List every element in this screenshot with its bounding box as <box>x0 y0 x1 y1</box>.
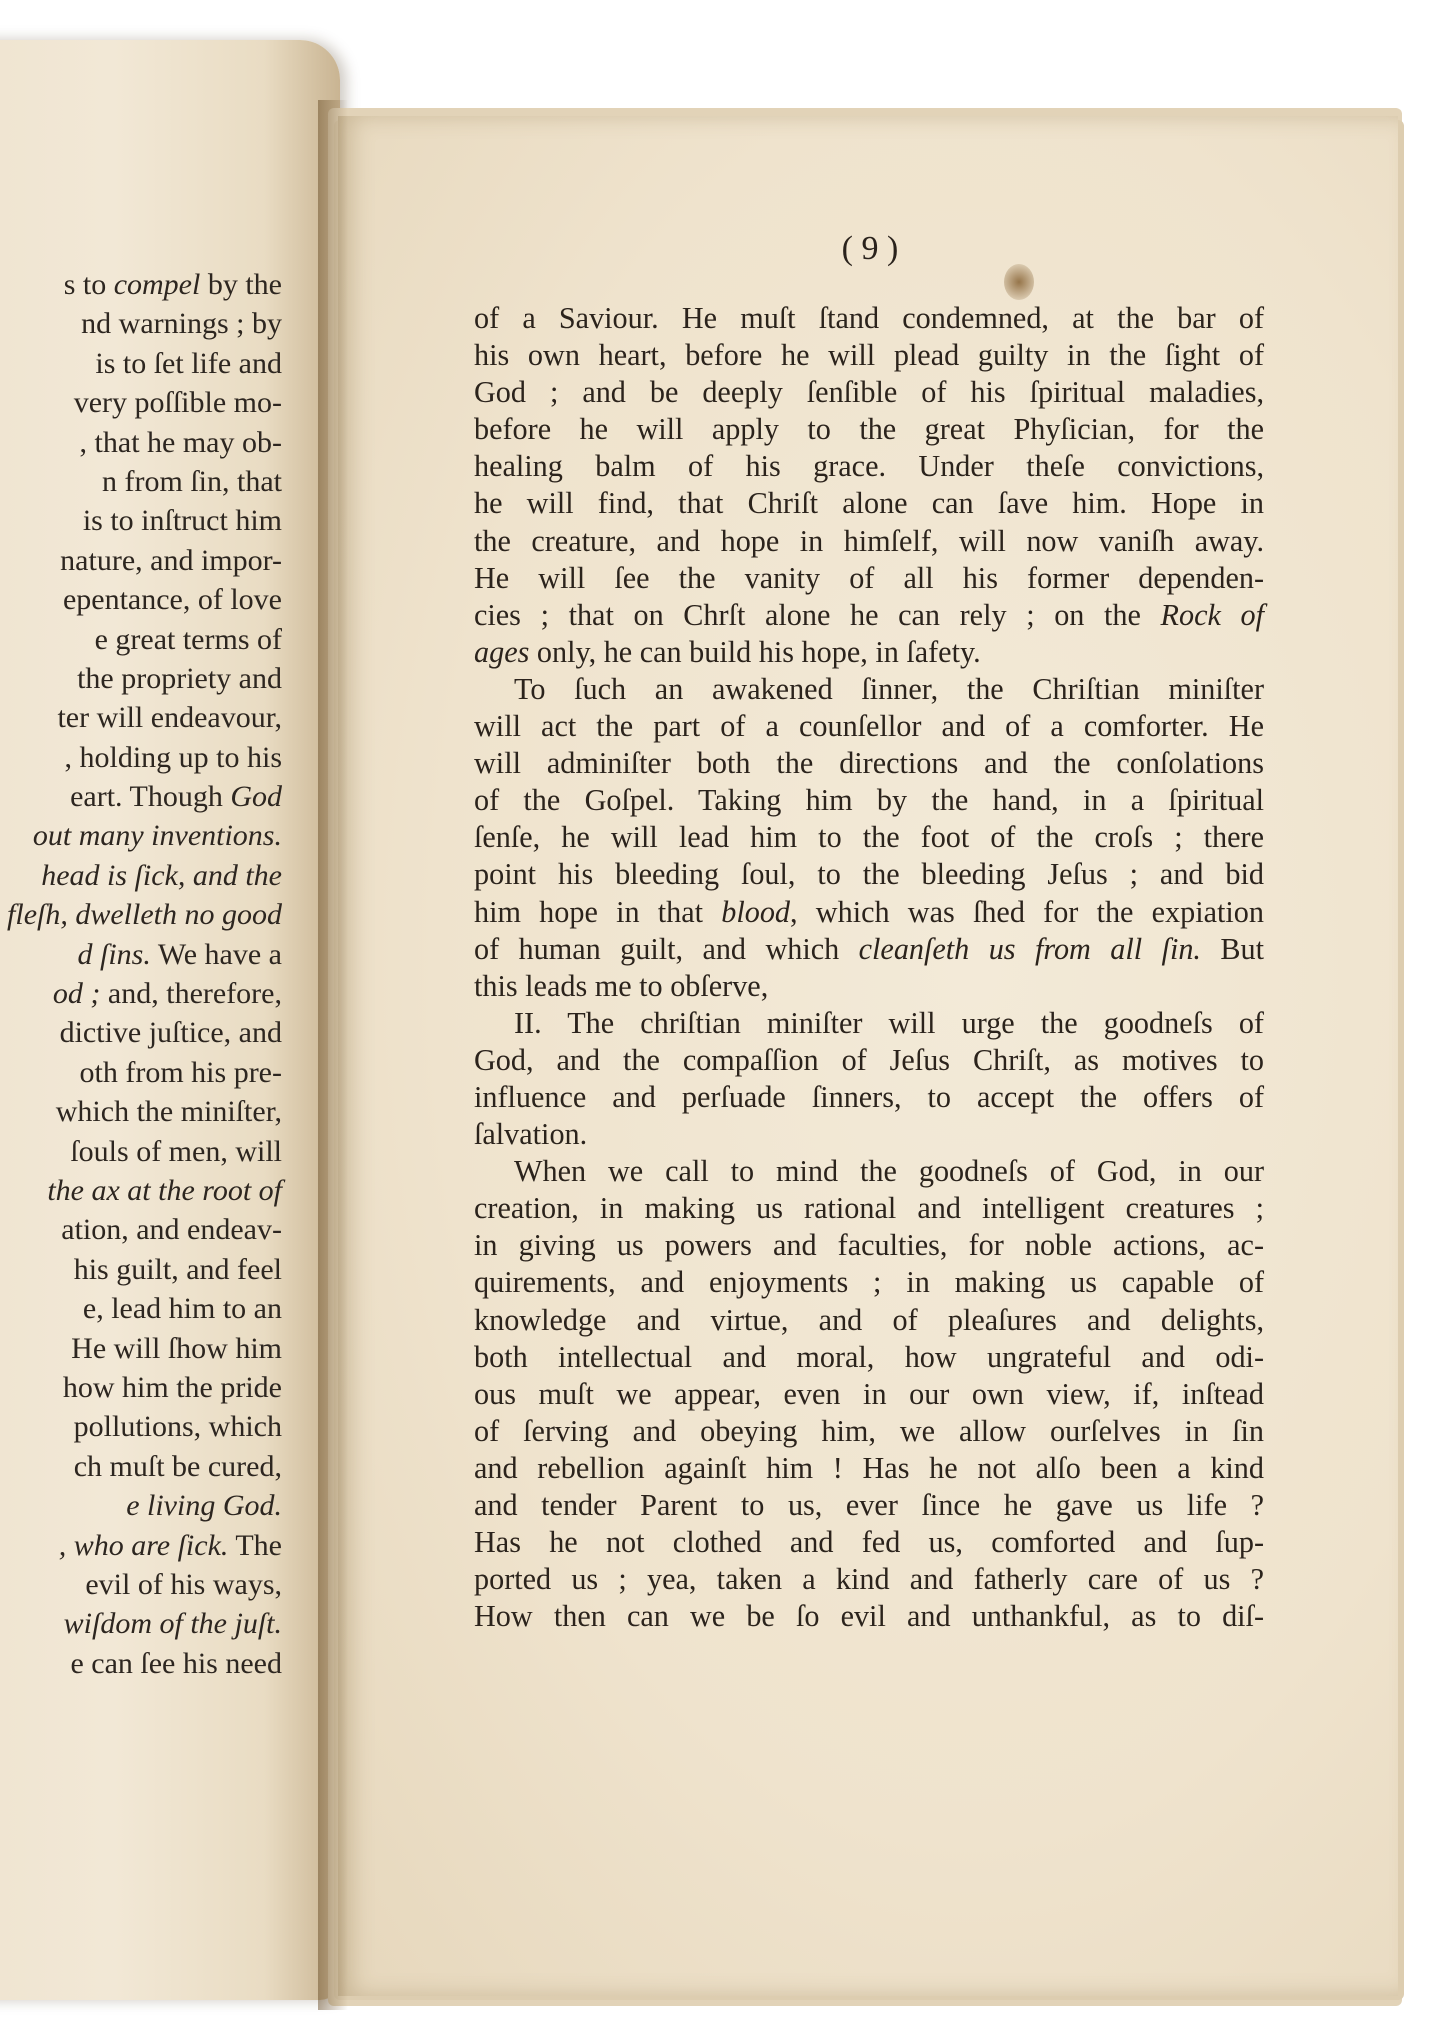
text-run: only, he can build his hope, in ſafety. <box>529 634 981 669</box>
text-line: e can ſee his need <box>70 1646 282 1680</box>
text-line: oth from his pre- <box>79 1055 282 1089</box>
text-line <box>0 816 282 855</box>
text-line: which the miniſter, <box>55 1095 282 1129</box>
text-line: epentance, of love <box>62 583 282 617</box>
text-line: evil of his ways, <box>85 1567 282 1601</box>
text-line: ported us ; yea, taken a kind and fatherly care of us ? <box>474 1562 1264 1597</box>
text-line: He will ſhow him <box>71 1331 282 1365</box>
text-line: When we call to mind the goodneſs of God, in our <box>514 1154 1264 1189</box>
italic-text-run: , who are ſick. <box>58 1528 229 1562</box>
text-line: ation, and endeav- <box>61 1213 282 1247</box>
text-line: pollutions, which <box>73 1410 282 1444</box>
text-line: , holding up to his <box>64 740 282 774</box>
text-line <box>474 894 1264 931</box>
text-line: and rebellion againſt him ! Has he not alſo been a kind <box>474 1450 1264 1485</box>
italic-text-run: cleanſeth us from all ſin. <box>858 931 1201 966</box>
text-run: , which was ſhed for the expiation <box>790 894 1264 929</box>
italic-text-run: wiſdom of the juſt. <box>63 1607 282 1641</box>
italic-text-run: out many inventions. <box>32 819 282 853</box>
text-line <box>474 931 1264 968</box>
text-line: nature, and impor- <box>60 543 282 577</box>
text-line <box>0 1486 282 1525</box>
text-line <box>0 777 282 816</box>
text-run: eart. Though <box>70 780 231 814</box>
text-line: ſenſe, he will lead him to the foot of the croſs ; there <box>474 820 1264 855</box>
text-line: God ; and be deeply ſenſible of his ſpiritual maladies, <box>474 375 1264 410</box>
text-line: To ſuch an awakened ſinner, the Chriſtian miniſter <box>514 671 1264 706</box>
text-line: very poſſible mo- <box>73 386 282 420</box>
text-line: how him the pride <box>62 1370 282 1404</box>
text-line <box>0 856 282 895</box>
text-line: ſalvation. <box>474 1117 588 1152</box>
text-line: is to inſtruct him <box>82 504 282 538</box>
book-gutter-shadow <box>318 100 348 2010</box>
text-line: point his bleeding ſoul, to the bleeding Jeſus ; and bid <box>474 857 1264 892</box>
italic-text-run: Rock of <box>1160 597 1264 632</box>
italic-text-run: fleſh, dwelleth no good <box>7 898 282 932</box>
text-line: nd warnings ; by <box>81 307 282 341</box>
text-run: But <box>1200 931 1264 966</box>
text-line <box>0 1526 282 1565</box>
italic-text-run: compel <box>113 268 201 301</box>
text-line: Has he not clothed and fed us, comforted and ſup- <box>474 1525 1264 1560</box>
italic-text-run: d ſins. <box>77 937 151 971</box>
text-line: both intellectual and moral, how ungrateful and odi- <box>474 1339 1264 1374</box>
right-page-text <box>474 300 1264 1635</box>
text-line: will adminiſter both the directions and the conſolations <box>474 746 1264 781</box>
text-line <box>0 1171 282 1210</box>
text-line <box>474 597 1264 634</box>
text-line: God, and the compaſſion of Jeſus Chriſt, as motives to <box>474 1042 1264 1077</box>
italic-text-run: e living God. <box>126 1489 282 1523</box>
text-line: ous muſt we appear, even in our own view, if, inſtead <box>474 1376 1264 1411</box>
text-line: , that he may ob- <box>79 425 282 459</box>
text-line: this leads me to obſerve, <box>474 968 769 1003</box>
text-line <box>0 1604 282 1643</box>
text-line: is to ſet life and <box>95 346 282 380</box>
italic-text-run: the ax at the root of <box>47 1173 282 1207</box>
text-line: the propriety and <box>77 661 282 695</box>
text-line <box>0 974 282 1013</box>
text-line: dictive juſtice, and <box>59 1016 282 1050</box>
text-run: s to <box>63 268 114 301</box>
text-line: the creature, and hope in himſelf, will now vaniſh away. <box>474 523 1264 558</box>
text-line: his own heart, before he will plead guilty in the ſight of <box>474 338 1264 373</box>
text-line: of ſerving and obeying him, we allow ourſelves in ſin <box>474 1413 1264 1448</box>
italic-text-run: head is ſick, and the <box>41 858 282 892</box>
text-line: healing balm of his grace. Under theſe convictions, <box>474 449 1264 484</box>
text-line: quirements, and enjoyments ; in making us capable of <box>474 1265 1264 1300</box>
text-line: in giving us powers and faculties, for noble actions, ac- <box>474 1228 1264 1263</box>
italic-text-run: blood <box>721 894 791 929</box>
text-line: will act the part of a counſellor and of a comforter. He <box>474 709 1264 744</box>
text-line: his guilt, and feel <box>73 1252 282 1286</box>
text-line: ſouls of men, will <box>70 1134 282 1168</box>
text-line: n from ſin, that <box>102 464 282 498</box>
text-line: and tender Parent to us, ever ſince he gave us life ? <box>474 1488 1264 1522</box>
text-line <box>474 634 1264 671</box>
text-line: before he will apply to the great Phyſician, for the <box>474 412 1264 447</box>
text-line: e, lead him to an <box>82 1292 282 1326</box>
text-line: He will ſee the vanity of all his former dependen- <box>474 560 1264 595</box>
text-run: and, therefore, <box>100 977 282 1011</box>
text-line: e great terms of <box>94 622 282 656</box>
text-line <box>0 895 282 934</box>
text-line <box>0 935 282 974</box>
text-line: creation, in making us rational and intelligent creatures ; <box>474 1191 1264 1226</box>
text-line: of the Goſpel. Taking him by the hand, in a ſpiritual <box>474 783 1264 818</box>
italic-text-run: ages <box>474 634 530 669</box>
text-line: II. The chriſtian miniſter will urge the goodneſs of <box>514 1005 1264 1040</box>
text-run: him hope in that <box>474 894 722 929</box>
text-line: ter will endeavour, <box>57 701 282 735</box>
text-line: he will find, that Chriſt alone can ſave him. Hope in <box>474 486 1264 521</box>
text-run: of human guilt, and which <box>474 931 859 966</box>
text-run: cies ; that on Chrſt alone he can rely ; on the <box>474 597 1161 632</box>
text-run: We have a <box>150 937 282 971</box>
text-run: The <box>228 1528 282 1562</box>
foxing-stain <box>1004 264 1034 300</box>
text-run: by the <box>200 268 282 301</box>
left-page-text <box>0 265 282 1683</box>
page-number: ( 9 ) <box>841 230 899 267</box>
italic-text-run: God <box>230 780 282 814</box>
text-line: knowledge and virtue, and of pleaſures and delights, <box>474 1302 1264 1337</box>
italic-text-run: od ; <box>52 977 101 1011</box>
text-line: ch muſt be cured, <box>73 1449 282 1483</box>
text-line: influence and perſuade ſinners, to accept the offers of <box>474 1079 1264 1114</box>
text-line: of a Saviour. He muſt ſtand condemned, at the bar of <box>474 301 1264 335</box>
text-line <box>0 265 282 304</box>
text-line: How then can we be ſo evil and unthankful, as to diſ- <box>474 1599 1264 1634</box>
